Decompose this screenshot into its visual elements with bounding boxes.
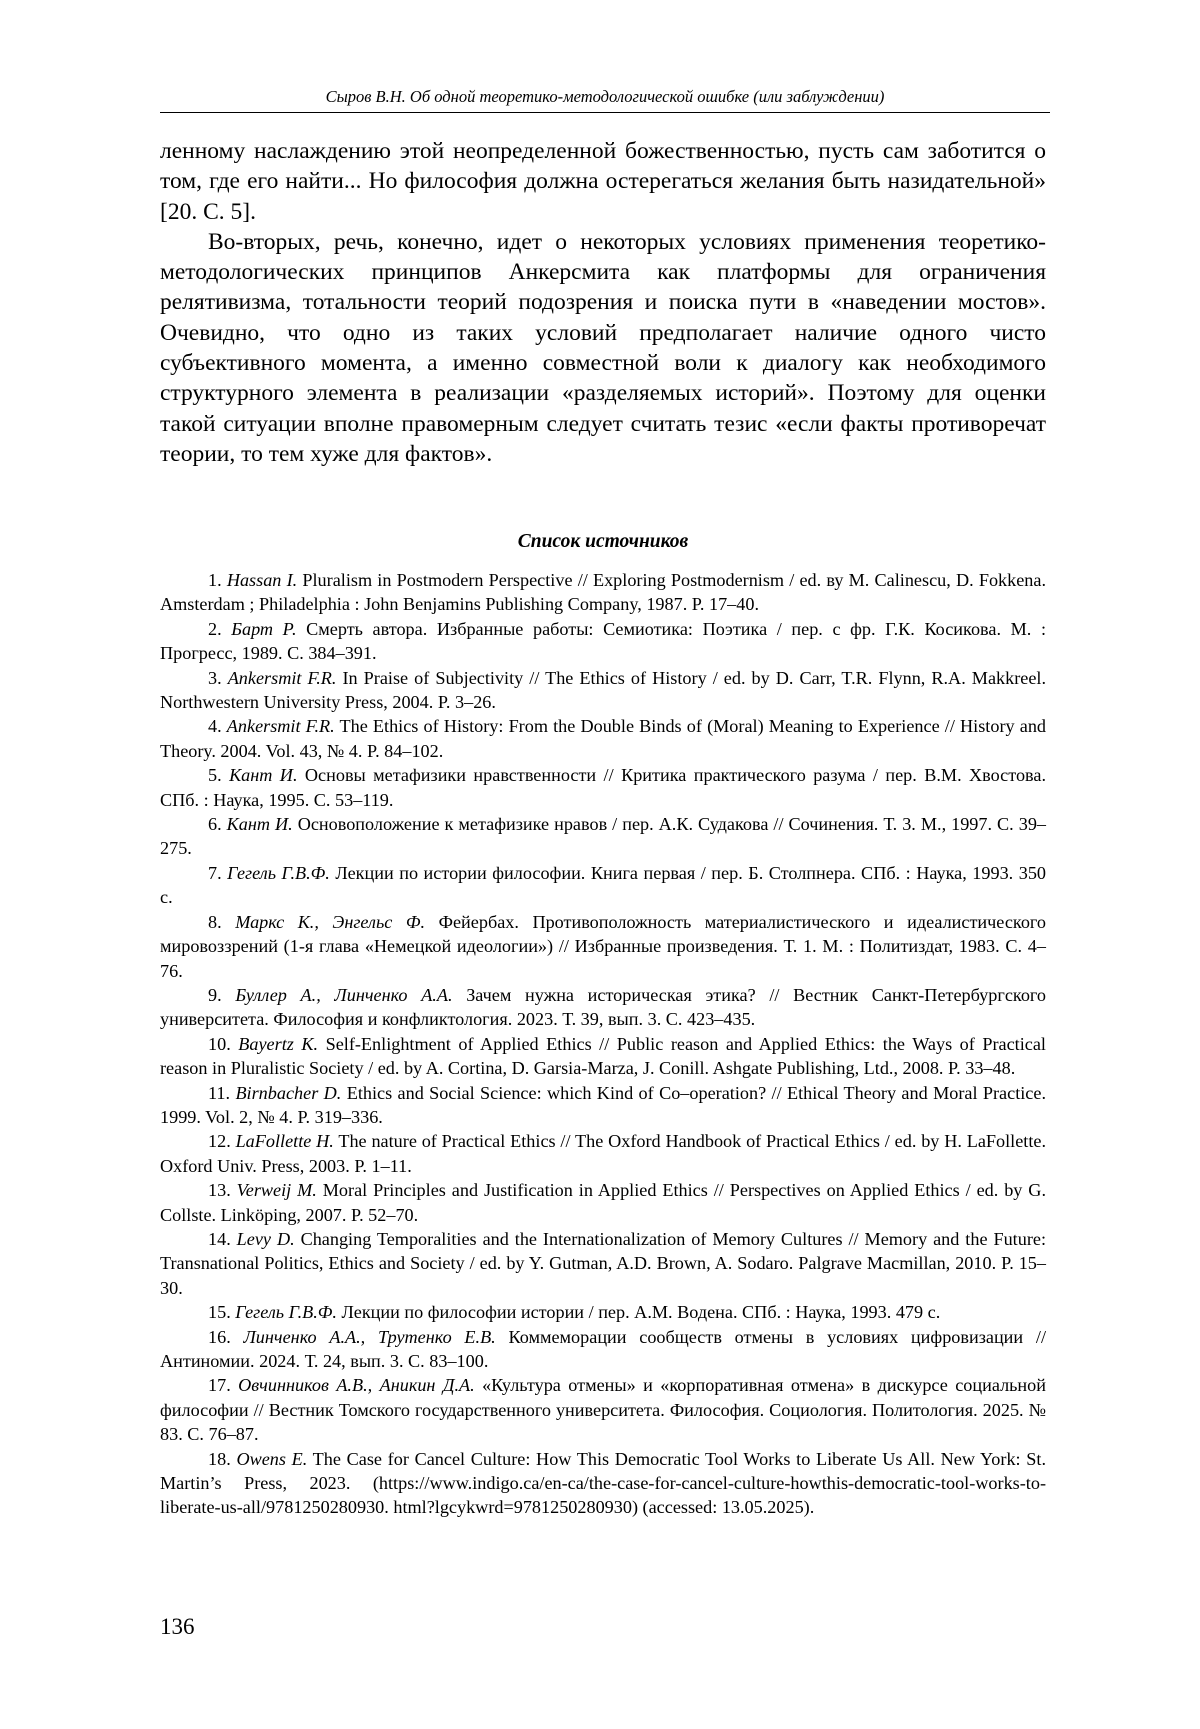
- reference-text[interactable]: The Case for Cancel Culture: How This Democratic Tool Works to Liberate Us All. New York: St. Martin’s Press, 2023. (https://www.indigo.ca/en-ca/the-case-for-cancel-culture-howthis-democratic-tool-works-to-liberate-us-all/9781250280930. html?lgcykwrd=9781250280930) (accessed: 13.05.2025).: [160, 1448, 1047, 1518]
- reference-item: [160, 1325, 1046, 1374]
- reference-item: [160, 617, 1046, 666]
- reference-author: Ankersmit F.R.: [227, 667, 337, 688]
- reference-author: Гегель Г.В.Ф.: [235, 1302, 337, 1323]
- reference-number: 2.: [208, 618, 222, 639]
- reference-author: Hassan I.: [226, 570, 298, 590]
- reference-text: Pluralism in Postmodern Perspective // Exploring Postmodernism / ed. ву M. Calinescu, D. Fokkena. Amsterdam ; Philadelphia : John Benjamins Publishing Company, 1987. P. 17–40.: [160, 570, 1047, 615]
- reference-text: Лекции по философии истории / пер. А.М. Водена. СПб. : Наука, 1993. 479 с.: [341, 1302, 941, 1323]
- reference-text: «Культура отмены» и «корпоративная отмена» в дискурсе социальной философии // Вестник Томского государственного университета. Философия. Социология. Политология. 2025. № 83. С. 76–87.: [160, 1375, 1046, 1445]
- reference-item: [160, 1227, 1046, 1300]
- reference-author: Овчинников А.В., Аникин Д.А.: [238, 1375, 475, 1396]
- reference-number: 10.: [208, 1033, 231, 1054]
- reference-number: 6.: [208, 814, 222, 835]
- reference-text: Смерть автора. Избранные работы: Семиотика: Поэтика / пер. с фр. Г.К. Косикова. М. : Прогресс, 1989. С. 384–391.: [160, 618, 1046, 664]
- reference-text: Фейербах. Противоположность материалистического и идеалистического мировоззрений (1-я глава «Немецкой идеологии») // Избранные произведения. Т. 1. М. : Политиздат, 1983. С. 4–76.: [160, 911, 1047, 981]
- reference-text: Changing Temporalities and the Internationalization of Memory Cultures // Memory and the Future: Transnational Politics, Ethics and Society / ed. by Y. Gutman, A.D. Brown, A. Sodaro. Palgrave Macmillan, 2010. P. 15–30.: [160, 1228, 1046, 1298]
- reference-number: 15.: [208, 1302, 231, 1323]
- reference-text: The Ethics of History: From the Double Binds of (Moral) Meaning to Experience // History and Theory. 2004. Vol. 43, № 4. P. 84–102.: [160, 716, 1047, 761]
- reference-text: Лекции по истории философии. Книга первая / пер. Б. Столпнера. СПб. : Наука, 1993. 350 с.: [160, 862, 1047, 908]
- reference-number: 13.: [208, 1180, 231, 1201]
- reference-author: Линченко А.А., Трутенко Е.В.: [243, 1326, 496, 1347]
- reference-author: Барт Р.: [231, 618, 297, 639]
- reference-number: 16.: [208, 1326, 231, 1347]
- page-number: 136: [160, 1614, 195, 1639]
- reference-text: Self-Enlightment of Applied Ethics // Public reason and Applied Ethics: the Ways of Practical reason in Pluralistic Society / ed. by A. Cortina, D. Garsia-Marza, J. Conill. Ashgate Publishing, Ltd., 2008. P. 33–48.: [160, 1033, 1046, 1079]
- reference-text: Зачем нужна историческая этика? // Вестник Санкт-Петербургского университета. Философия и конфликтология. 2023. Т. 39, вып. 3. С. 423–435.: [160, 984, 1047, 1030]
- body-text: [160, 136, 1046, 469]
- header-rule: [160, 112, 1050, 113]
- reference-item: [160, 1032, 1046, 1081]
- reference-number: 8.: [208, 911, 222, 932]
- reference-number: 4.: [208, 716, 222, 737]
- reference-item: [160, 763, 1046, 812]
- body-paragraph: Во-вторых, речь, конечно, идет о некоторых условиях применения теоретико-методологических принципов Анкерсмита как платформы для ограничения релятивизма, тотальности теорий подозрения и поиска пути в «наведении мостов». Очевидно, что одно из таких условий предполагает наличие одного чисто субъективного момента, а именно совместной воли к диалогу как необходимого структурного элемента в реализации «разделяемых историй». Поэтому для оценки такой ситуации вполне правомерным следует считать тезис «если факты противоречат теории, то тем хуже для фактов».: [160, 228, 1046, 467]
- reference-item: [160, 1081, 1046, 1130]
- references-title: Список источников: [517, 531, 689, 552]
- reference-author: Bayertz K.: [238, 1033, 319, 1054]
- reference-author: LaFollette H.: [235, 1131, 334, 1152]
- reference-number: 18.: [208, 1448, 231, 1469]
- reference-text: Ethics and Social Science: which Kind of Co–operation? // Ethical Theory and Moral Practice. 1999. Vol. 2, № 4. P. 319–336.: [160, 1082, 1047, 1127]
- reference-number: 5.: [208, 765, 222, 786]
- reference-number: 9.: [208, 984, 222, 1005]
- reference-item: [160, 568, 1046, 617]
- reference-item: [160, 812, 1046, 861]
- reference-item: [160, 1129, 1046, 1178]
- reference-text: Moral Principles and Justification in Applied Ethics // Perspectives on Applied Ethics / ed. by G. Collste. Linköping, 2007. P. 52–70.: [160, 1180, 1046, 1225]
- reference-item: [160, 1178, 1046, 1227]
- reference-item: [160, 1447, 1046, 1520]
- reference-author: Кант И.: [229, 765, 298, 786]
- reference-text: Коммеморации сообществ отмены в условиях цифровизации // Антиномии. 2024. Т. 24, вып. 3. С. 83–100.: [160, 1326, 1047, 1371]
- reference-number: 17.: [208, 1375, 231, 1396]
- reference-item: [160, 1300, 1046, 1324]
- reference-item: [160, 1373, 1046, 1446]
- reference-text: Основоположение к метафизике нравов / пер. А.К. Судакова // Сочинения. Т. 3. М., 1997. С. 39–275.: [160, 814, 1047, 859]
- reference-author: Ankersmit F.R.: [226, 716, 335, 737]
- reference-number: 14.: [208, 1228, 231, 1249]
- reference-number: 1.: [208, 570, 222, 590]
- reference-text: In Praise of Subjectivity // The Ethics of History / ed. by D. Carr, T.R. Flynn, R.A. Makkreel. Northwestern University Press, 2004. P. 3–26.: [160, 667, 1047, 713]
- reference-author: Verweij M.: [236, 1180, 317, 1201]
- reference-author: Гегель Г.В.Ф.: [227, 862, 330, 883]
- reference-number: 7.: [208, 862, 222, 883]
- reference-item: [160, 910, 1046, 983]
- reference-text: Основы метафизики нравственности // Критика практического разума / пер. В.М. Хвостова. СПб. : Наука, 1995. С. 53–119.: [160, 765, 1047, 810]
- reference-author: Owens E.: [236, 1448, 308, 1469]
- reference-item: [160, 861, 1046, 910]
- reference-author: Кант И.: [226, 814, 293, 835]
- reference-author: Буллер А., Линченко А.А.: [235, 984, 453, 1005]
- reference-text: The nature of Practical Ethics // The Oxford Handbook of Practical Ethics / ed. by H. LaFollette. Oxford Univ. Press, 2003. P. 1–11.: [160, 1131, 1047, 1176]
- running-title: Сыров В.Н. Об одной теоретико-методологической ошибке (или заблуждении): [325, 87, 885, 106]
- reference-item: [160, 666, 1046, 715]
- reference-number: 11.: [208, 1082, 231, 1103]
- reference-author: Маркс К., Энгельс Ф.: [235, 911, 426, 932]
- reference-list: [160, 568, 1046, 1520]
- reference-item: [160, 983, 1046, 1032]
- reference-author: Birnbacher D.: [235, 1082, 342, 1103]
- reference-number: 3.: [208, 667, 222, 688]
- reference-number: 12.: [208, 1131, 231, 1152]
- body-paragraph: ленному наслаждению этой неопределенной божественностью, пусть сам заботится о том, где его найти... Но философия должна остерегаться желания быть назидательной» [20. С. 5].: [160, 138, 1046, 225]
- reference-author: Levy D.: [236, 1228, 295, 1249]
- reference-item: [160, 714, 1046, 763]
